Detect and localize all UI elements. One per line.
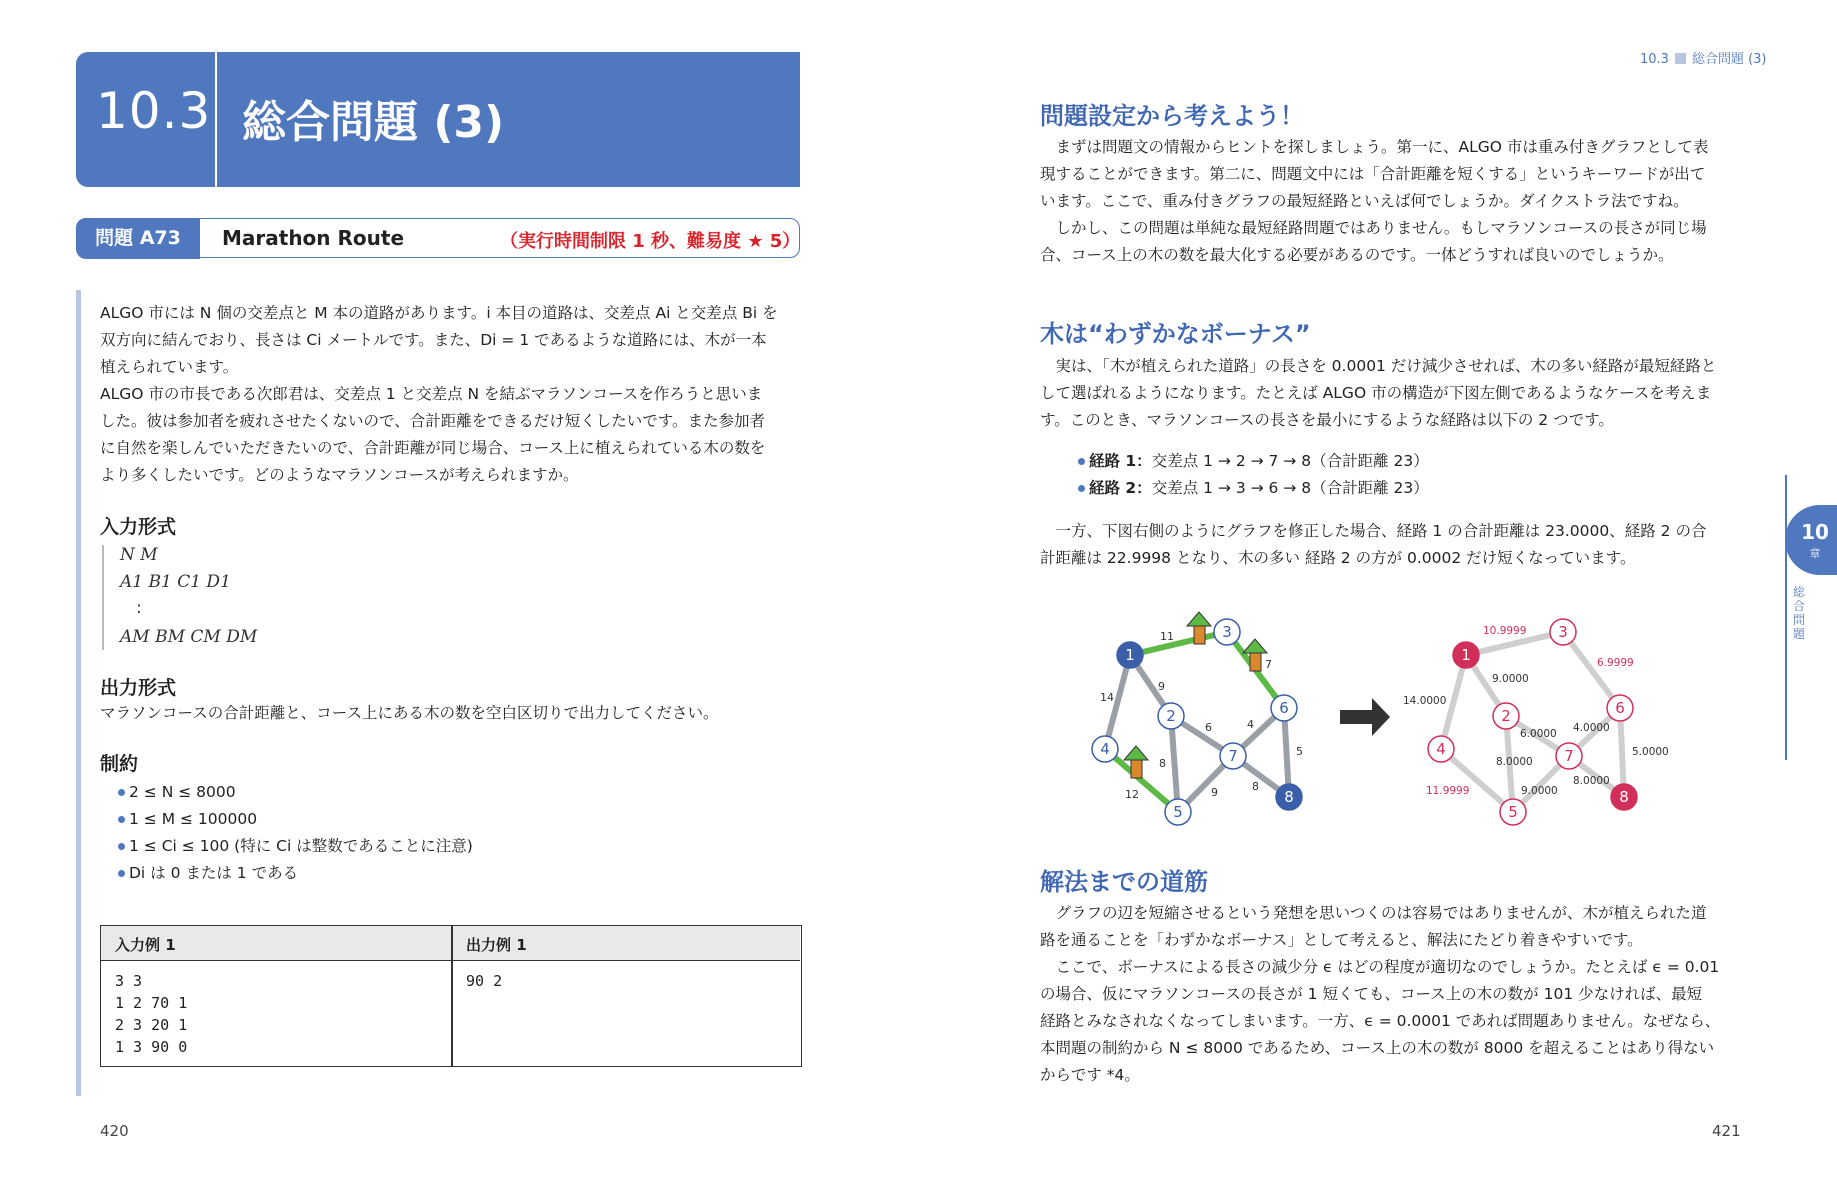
statement-line: 植えられています。 — [100, 358, 239, 376]
constraint-item: 2 ≤ N ≤ 8000 — [118, 779, 236, 806]
paragraph-line: 経路とみなされなくなってしまいます。一方、ϵ = 0.0001 であれば問題ありません。なぜなら、 — [1040, 1012, 1721, 1030]
edge-label: 8.0000 — [1573, 775, 1610, 787]
statement-line: 双方向に結んでおり、長さは Ci メートルです。また、Di = 1 であるような道路には、木が一本 — [100, 331, 767, 349]
edge-label: 8 — [1252, 780, 1259, 793]
paragraph-line: 現することができます。第二に、問題文中には「合計距離を短くする」というキーワードが出て — [1040, 165, 1706, 183]
problem-id: 問題 A73 — [76, 218, 200, 259]
problem-side-rule — [76, 290, 81, 1096]
edge-label: 7 — [1265, 658, 1272, 671]
section-title: 総合問題 (3) — [242, 97, 505, 148]
page-number-right: 421 — [1712, 1122, 1741, 1140]
tree-icon — [1124, 746, 1148, 778]
input-format-line: AM BM CM DM — [120, 627, 258, 647]
io-input-label: 入力例 1 — [115, 936, 176, 954]
section-number: 10.3 — [96, 82, 212, 140]
page-number-left: 420 — [100, 1122, 129, 1140]
paragraph-line: ここで、ボーナスによる長さの減少分 ϵ はどの程度が適切なのでしょうか。たとえば ϵ = 0.01 — [1040, 958, 1720, 976]
node-label: 5 — [1508, 803, 1518, 821]
node-label: 2 — [1501, 707, 1511, 725]
node-label: 2 — [1166, 707, 1176, 725]
node-label: 1 — [1125, 646, 1135, 664]
edge-label: 5.0000 — [1632, 746, 1669, 758]
edge-label: 14.0000 — [1403, 695, 1447, 707]
chapter-tab-number: 10 — [1801, 520, 1829, 544]
edge-label: 8 — [1159, 757, 1166, 770]
edge-label: 12 — [1125, 788, 1139, 801]
io-output-line: 90 2 — [466, 972, 503, 990]
constraint-item: 1 ≤ Ci ≤ 100 (特に Ci は整数であることに注意) — [118, 833, 473, 860]
statement-line: ALGO 市には N 個の交差点と M 本の道路があります。i 本目の道路は、交差点 Ai と交差点 Bi を — [100, 304, 778, 322]
statement-line: した。彼は参加者を疲れさせたくないので、合計距離をできるだけ短くしたいです。また参加者 — [100, 412, 765, 430]
output-format-heading: 出力形式 — [100, 677, 177, 699]
io-input-line: 3 3 — [115, 972, 143, 990]
node-label: 6 — [1615, 699, 1625, 717]
paragraph-line: の場合、仮にマラソンコースの長さが 1 短くても、コース上の木の数が 101 少なければ、最短 — [1040, 985, 1703, 1003]
paragraph-line: 路を通ることを「わずかなボーナス」として考えると、解法にたどり着きやすいです。 — [1040, 931, 1643, 949]
paragraph-line: 一方、下図右側のようにグラフを修正した場合、経路 1 の合計距離は 23.0000、経路 2 の合 — [1040, 522, 1707, 540]
paragraph-line: す。このとき、マラソンコースの長さを最小にするような経路は以下の 2 つです。 — [1040, 411, 1614, 429]
input-format-line: N M — [120, 545, 158, 565]
io-output-label: 出力例 1 — [466, 936, 527, 954]
paragraph-line: からです *4。 — [1040, 1066, 1140, 1084]
edge-label: 9.0000 — [1521, 785, 1558, 797]
edge-label: 10.9999 — [1483, 625, 1527, 637]
output-format-text: マラソンコースの合計距離と、コース上にある木の数を空白区切りで出力してください。 — [100, 704, 719, 722]
edge-label: 6.9999 — [1597, 657, 1634, 669]
node-label: 7 — [1228, 747, 1238, 765]
chapter-tab-unit: 章 — [1809, 547, 1821, 560]
bullet-icon — [118, 843, 125, 850]
node-label: 5 — [1173, 803, 1183, 821]
node-label: 4 — [1100, 740, 1110, 758]
bullet-icon — [118, 816, 125, 823]
heading-problem-setting: 問題設定から考えよう！ — [1040, 102, 1304, 130]
bullet-icon — [118, 789, 125, 796]
edge-2-5 — [1171, 716, 1178, 812]
constraints-heading: 制約 — [100, 753, 139, 775]
constraint-item: Di は 0 または 1 である — [118, 860, 298, 887]
graph-figure — [1090, 600, 1710, 840]
route-item: 経路 2：交差点 1 → 3 → 6 → 8（合計距離 23） — [1078, 475, 1429, 502]
node-label: 8 — [1619, 788, 1629, 806]
edge-label: 6.0000 — [1520, 728, 1557, 740]
node-label: 1 — [1461, 646, 1471, 664]
io-example-divider — [451, 925, 453, 1066]
chapter-rule — [1785, 475, 1787, 760]
bullet-icon — [1078, 485, 1085, 492]
input-format-rule — [102, 545, 104, 650]
statement-line: ALGO 市の市長である次郎君は、交差点 1 と交差点 N を結ぶマラソンコースを作ろうと思いま — [100, 385, 763, 403]
node-label: 7 — [1564, 747, 1574, 765]
paragraph-line: います。ここで、重み付きグラフの最短経路といえば何でしょうか。ダイクストラ法ですね。 — [1040, 192, 1689, 210]
io-input-line: 1 2 70 1 — [115, 994, 188, 1012]
paragraph-line: 実は、「木が植えられた道路」の長さを 0.0001 だけ減少させれば、木の多い経路が最短経路と — [1040, 357, 1717, 375]
edge-label: 9.0000 — [1492, 673, 1529, 685]
route-item: 経路 1：交差点 1 → 2 → 7 → 8（合計距離 23） — [1078, 448, 1429, 475]
input-format-heading: 入力形式 — [100, 516, 177, 538]
paragraph-line: グラフの辺を短縮させるという発想を思いつくのは容易ではありませんが、木が植えられた道 — [1040, 904, 1707, 922]
input-format-line: A1 B1 C1 D1 — [120, 572, 231, 592]
paragraph-line: 計距離は 22.9998 となり、木の多い 経路 2 の方が 0.0002 だけ短くなっています。 — [1040, 549, 1636, 567]
edge-label: 9 — [1211, 786, 1218, 799]
edge-1-3 — [1130, 632, 1227, 655]
edge-label: 11.9999 — [1426, 785, 1470, 797]
edge-label: 4 — [1247, 718, 1254, 731]
problem-name: Marathon Route — [222, 226, 405, 250]
paragraph-line: まずは問題文の情報からヒントを探しましょう。第一に、ALGO 市は重み付きグラフとして表 — [1040, 138, 1709, 156]
heading-solution-path: 解法までの道筋 — [1040, 868, 1208, 896]
node-label: 6 — [1279, 699, 1289, 717]
paragraph-line: しかし、この問題は単純な最短経路問題ではありません。もしマラソンコースの長さが同じ場 — [1040, 219, 1707, 237]
node-label: 4 — [1436, 740, 1446, 758]
node-label: 3 — [1222, 623, 1232, 641]
section-divider — [215, 52, 217, 187]
edge-label: 11 — [1160, 630, 1174, 643]
edge-label: 5 — [1296, 745, 1303, 758]
io-input-line: 1 3 90 0 — [115, 1038, 188, 1056]
bullet-icon — [118, 870, 125, 877]
bullet-icon — [1078, 458, 1085, 465]
edge-label: 14 — [1100, 691, 1114, 704]
edge-label: 9 — [1158, 680, 1165, 693]
constraint-item: 1 ≤ M ≤ 100000 — [118, 806, 257, 833]
io-input-line: 2 3 20 1 — [115, 1016, 188, 1034]
edge-label: 8.0000 — [1496, 756, 1533, 768]
node-label: 8 — [1284, 788, 1294, 806]
paragraph-line: 本問題の制約から N ≤ 8000 であるため、コース上の木の数が 8000 を超えることはあり得ない — [1040, 1039, 1715, 1057]
statement-line: より多くしたいです。どのようなマラソンコースが考えられますか。 — [100, 466, 579, 484]
chapter-tab-title: 総合問題 — [1793, 585, 1806, 641]
square-icon — [1675, 53, 1686, 64]
edge-label: 4.0000 — [1573, 722, 1610, 734]
node-label: 3 — [1558, 623, 1568, 641]
paragraph-line: 合、コース上の木の数を最大化する必要があるのです。一体どうすれば良いのでしょうか。 — [1040, 246, 1674, 264]
edge-label: 6 — [1205, 721, 1212, 734]
paragraph-line: して選ばれるようになります。たとえば ALGO 市の構造が下図左側であるようなケースを考えま — [1040, 384, 1712, 402]
problem-meta: （実行時間制限 1 秒、難易度 ★ 5） — [500, 231, 801, 252]
input-format-line: : — [136, 598, 142, 618]
right-arrow-icon — [1340, 698, 1390, 736]
heading-tree-bonus: 木は“わずかなボーナス” — [1040, 320, 1311, 348]
statement-line: に自然を楽しんでいただきたいので、合計距離が同じ場合、コース上に植えられている木の数を — [100, 439, 766, 457]
running-head: 10.3 総合問題 (3) — [1640, 52, 1767, 67]
